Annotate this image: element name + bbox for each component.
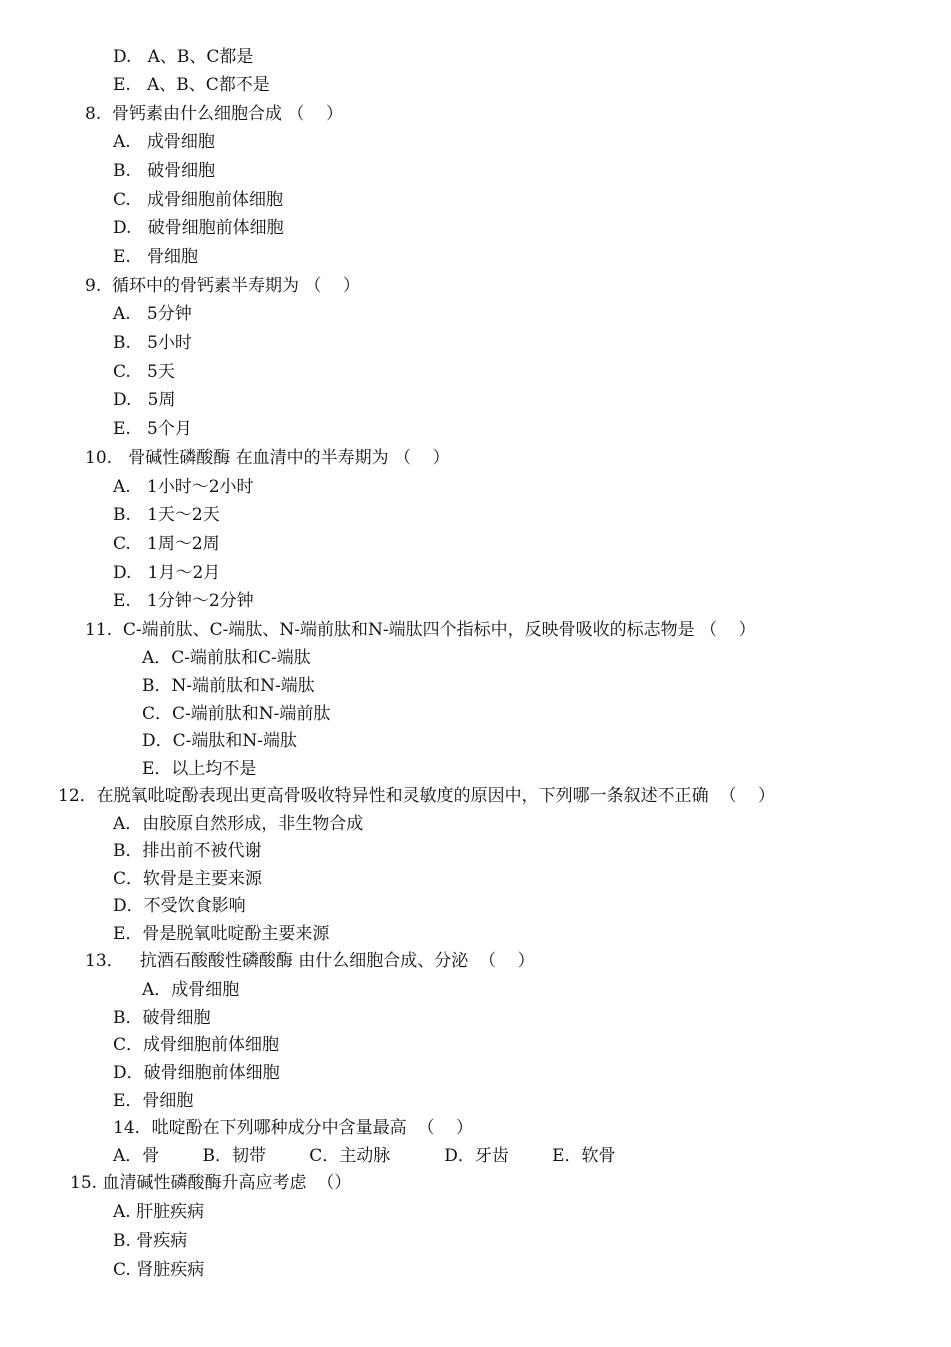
option-15b: B. 骨疾病 — [113, 1231, 188, 1251]
option-10e: E. 1分钟～2分钟 — [113, 591, 254, 611]
option-11c: C．C-端前肽和N-端前肽 — [142, 704, 331, 724]
option-8b: B. 破骨细胞 — [113, 161, 216, 181]
option-13b: B．破骨细胞 — [113, 1008, 211, 1028]
option-8c: C. 成骨细胞前体细胞 — [113, 190, 284, 210]
option-13d: D．破骨细胞前体细胞 — [113, 1063, 280, 1083]
option-13e: E．骨细胞 — [113, 1091, 194, 1111]
option-10c: C. 1周～2周 — [113, 534, 220, 554]
option-11a: A．C-端前肽和C-端肽 — [142, 648, 311, 668]
option-10d: D. 1月～2月 — [113, 563, 221, 583]
option-7d: D. A、B、C都是 — [113, 47, 254, 67]
question-9: 9. 循环中的骨钙素半寿期为 （ ） — [85, 276, 361, 296]
option-10b: B. 1天～2天 — [113, 505, 220, 525]
option-11e: E．以上均不是 — [142, 759, 257, 779]
option-15a: A. 肝脏疾病 — [113, 1202, 205, 1222]
option-9b: B. 5小时 — [113, 333, 192, 353]
option-12a: A．由胶原自然形成，非生物合成 — [113, 814, 364, 834]
question-11: 11. C-端前肽、C-端肽、N-端前肽和N-端肽四个指标中，反映骨吸收的标志物是 （ ） — [85, 620, 756, 640]
option-12c: C．软骨是主要来源 — [113, 869, 263, 889]
question-15: 15. 血清碱性磷酸酶升高应考虑 （） — [70, 1173, 352, 1193]
option-11d: D．C-端肽和N-端肽 — [142, 731, 298, 751]
option-8a: A. 成骨细胞 — [113, 132, 215, 152]
question-8: 8. 骨钙素由什么细胞合成 （ ） — [85, 104, 344, 124]
option-9d: D. 5周 — [113, 390, 176, 410]
option-7e: E. A、B、C都不是 — [113, 75, 270, 95]
option-13c: C．成骨细胞前体细胞 — [113, 1035, 280, 1055]
option-9e: E. 5个月 — [113, 419, 192, 439]
option-12d: D．不受饮食影响 — [113, 896, 246, 916]
question-10: 10. 骨碱性磷酸酶 在血清中的半寿期为 （ ） — [85, 448, 450, 468]
option-10a: A. 1小时～2小时 — [113, 477, 254, 497]
option-12e: E．骨是脱氧吡啶酚主要来源 — [113, 924, 330, 944]
options-14: A．骨 B．韧带 C．主动脉 D．牙齿 E．软骨 — [113, 1146, 616, 1166]
option-15c: C. 肾脏疾病 — [113, 1260, 205, 1280]
question-12: 12．在脱氧吡啶酚表现出更高骨吸收特异性和灵敏度的原因中，下列哪一条叙述不正确 （ ） — [58, 786, 776, 806]
option-9a: A. 5分钟 — [113, 304, 192, 324]
option-8e: E. 骨细胞 — [113, 247, 199, 267]
question-13: 13． 抗酒石酸酸性磷酸酶 由什么细胞合成、分泌 （ ） — [85, 951, 535, 971]
option-8d: D. 破骨细胞前体细胞 — [113, 218, 284, 238]
option-13a: A．成骨细胞 — [142, 980, 240, 1000]
option-11b: B．N-端前肽和N-端肽 — [142, 676, 315, 696]
question-14: 14．吡啶酚在下列哪种成分中含量最高 （ ） — [113, 1118, 474, 1138]
option-9c: C. 5天 — [113, 362, 175, 382]
option-12b: B．排出前不被代谢 — [113, 841, 262, 861]
